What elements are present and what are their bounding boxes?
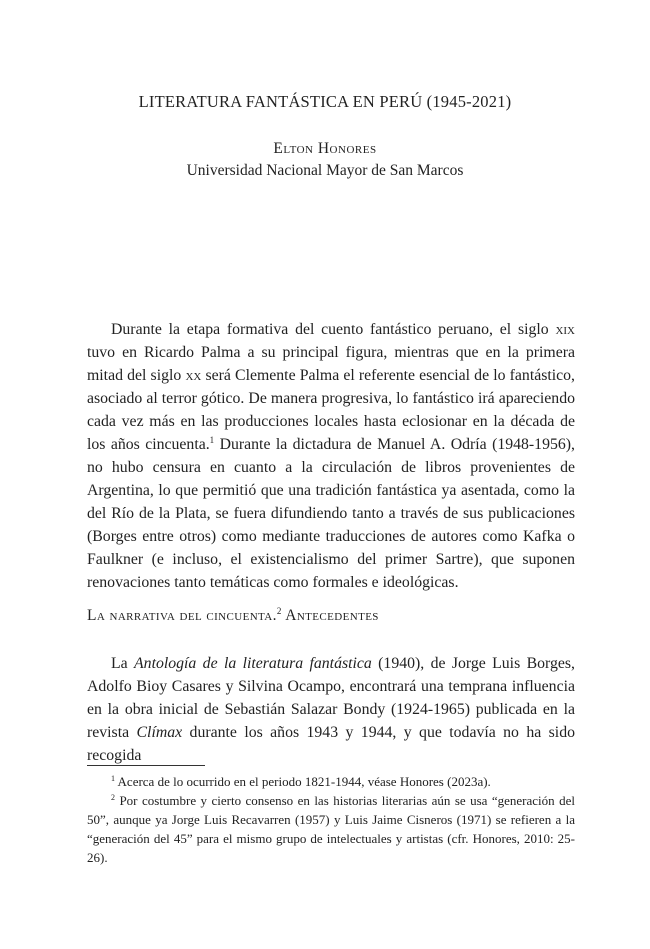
text-run: La	[111, 655, 135, 672]
author-name: Elton Honores	[273, 140, 377, 157]
century-numeral: xx	[185, 367, 202, 384]
footnote-2	[87, 791, 575, 867]
text-run: Durante la dictadura de Manuel A. Odría (1948-1956), no hubo censura en cuanto a la circulación de libros provenientes de Argentina, lo que permitió que una tradición fantástica ya asentada, como la del Río de la Plata, se fuera difundiendo tanto a través de sus publicaciones (Borges entre otros) como mediante traducciones de autores como Kafka o Faulkner (e incluso, el existencialismo del primer Sartre), que suponen renovaciones tanto temáticas como formales e ideológicas.	[87, 436, 575, 591]
section-heading-text: Antecedentes	[281, 607, 379, 624]
magazine-title: Clímax	[136, 724, 183, 741]
footnote-number: 2	[111, 793, 115, 802]
body-paragraph-1	[87, 318, 575, 594]
footnotes	[87, 772, 575, 867]
footnote-1	[87, 772, 575, 791]
text-run: será Clemente Palma el referente esencial de lo fantástico, asociado al terror gótico. De manera progresiva, lo fantástico irá apareciendo cada vez más en las producciones locales hasta eclosionar en la década de los años cincuenta.	[87, 367, 576, 453]
text-run: durante los años 1943 y 1944, y que todavía no ha sido recogida	[87, 724, 575, 764]
footnote-text: Acerca de lo ocurrido en el periodo 1821-1944, véase Honores (2023a).	[115, 774, 491, 789]
century-numeral: xix	[555, 321, 575, 338]
footnote-ref-1[interactable]: 1	[209, 435, 215, 445]
section-heading	[87, 607, 575, 625]
footnote-divider	[87, 765, 205, 766]
body-paragraph-2	[87, 652, 575, 767]
text-run: tuvo en Ricardo Palma a su principal figura, mientras que en la primera mitad del siglo	[87, 344, 575, 384]
text-run: Durante la etapa formativa del cuento fantástico peruano, el siglo	[111, 321, 556, 338]
section-heading-text: La narrativa del cincuenta.	[87, 607, 277, 624]
author-affiliation: Universidad Nacional Mayor de San Marcos	[186, 162, 464, 179]
book-title: Antología de la literatura fantástica	[134, 655, 372, 672]
footnote-text: Por costumbre y cierto consenso en las historias literarias aún se usa “generación del 50”, aunque ya Jorge Luis Recavarren (1957) y Luis Jaime Cisneros (1971) se refieren a la “generación del 45” para el mismo grupo de intelectuales y artistas (cfr. Honores, 2010: 25-26).	[87, 793, 575, 865]
footnote-number: 1	[111, 774, 115, 783]
chapter-title: LITERATURA FANTÁSTICA EN PERÚ (1945-2021)	[138, 92, 512, 111]
text-run: (1940), de Jorge Luis Borges, Adolfo Bioy Casares y Silvina Ocampo, encontrará una temprana influencia en la obra inicial de Sebastián Salazar Bondy (1924-1965) publicada en la revista	[87, 655, 575, 741]
footnote-ref-2[interactable]: 2	[276, 606, 282, 616]
